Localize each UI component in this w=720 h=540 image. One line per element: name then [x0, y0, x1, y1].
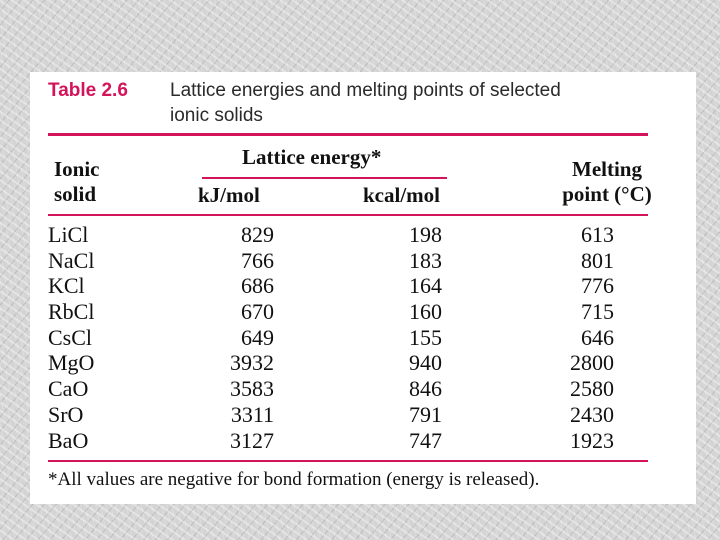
cell-kj-mol: 3932 [230, 350, 274, 376]
cell-solid: SrO [48, 401, 84, 427]
header-ionic-solid [54, 157, 100, 207]
header-melting-point [542, 157, 672, 207]
cell-kj-mol: 766 [241, 247, 274, 273]
header-melting-line1: Melting [572, 157, 642, 181]
cell-kcal-mol: 940 [409, 350, 442, 376]
cell-melting-point: 2800 [570, 350, 614, 376]
table-row [48, 376, 648, 402]
cell-kj-mol: 686 [241, 273, 274, 299]
table-row [48, 428, 648, 454]
cell-kcal-mol: 198 [409, 222, 442, 247]
cell-melting-point: 776 [581, 273, 614, 299]
header-bottom-rule [48, 214, 648, 216]
cell-kj-mol: 3311 [230, 401, 274, 427]
header-lattice-energy: Lattice energy* [242, 145, 382, 169]
table-footnote: *All values are negative for bond formation (energy is released). [48, 469, 540, 490]
cell-melting-point: 646 [581, 324, 614, 350]
header-ionic-line2: solid [54, 182, 97, 206]
lattice-subrule [202, 177, 447, 179]
header-kcal-mol: kcal/mol [363, 183, 440, 207]
cell-solid: RbCl [48, 299, 95, 325]
cell-solid: LiCl [48, 222, 89, 247]
table-row [48, 248, 648, 274]
table-title-line1: Lattice energies and melting points of selected [170, 80, 561, 101]
table-row [48, 325, 648, 351]
cell-kcal-mol: 791 [409, 401, 442, 427]
table-row [48, 273, 648, 299]
cell-kj-mol: 3127 [230, 427, 274, 453]
slide-panel [30, 72, 696, 504]
cell-solid: CaO [48, 376, 89, 402]
table-title-line2: ionic solids [170, 105, 263, 126]
table-row [48, 299, 648, 325]
cell-kcal-mol: 164 [409, 273, 442, 299]
cell-solid: CsCl [48, 324, 93, 350]
top-rule [48, 133, 648, 136]
cell-kcal-mol: 160 [409, 299, 442, 325]
cell-kcal-mol: 183 [409, 247, 442, 273]
table-title [170, 78, 670, 128]
table-number: Table 2.6 [48, 80, 128, 101]
cell-kj-mol: 670 [241, 299, 274, 325]
table-row [48, 350, 648, 376]
cell-kj-mol: 649 [241, 324, 274, 350]
cell-melting-point: 801 [581, 247, 614, 273]
cell-kj-mol: 3583 [230, 376, 274, 402]
cell-melting-point: 715 [581, 299, 614, 325]
cell-melting-point: 1923 [570, 427, 614, 453]
bottom-rule [48, 460, 648, 462]
table-row [48, 402, 648, 428]
cell-melting-point: 613 [581, 222, 614, 247]
header-ionic-line1: Ionic [54, 157, 100, 181]
cell-solid: KCl [48, 273, 85, 299]
header-kj-mol: kJ/mol [198, 183, 260, 207]
table-body [48, 222, 648, 453]
table-row [48, 222, 648, 248]
cell-melting-point: 2580 [570, 376, 614, 402]
cell-kcal-mol: 155 [409, 324, 442, 350]
header-melting-line2: point (°C) [562, 182, 652, 206]
cell-melting-point: 2430 [570, 401, 614, 427]
cell-kcal-mol: 846 [409, 376, 442, 402]
cell-kj-mol: 829 [241, 222, 274, 247]
cell-solid: MgO [48, 350, 95, 376]
cell-solid: NaCl [48, 247, 95, 273]
cell-kcal-mol: 747 [409, 427, 442, 453]
cell-solid: BaO [48, 427, 89, 453]
